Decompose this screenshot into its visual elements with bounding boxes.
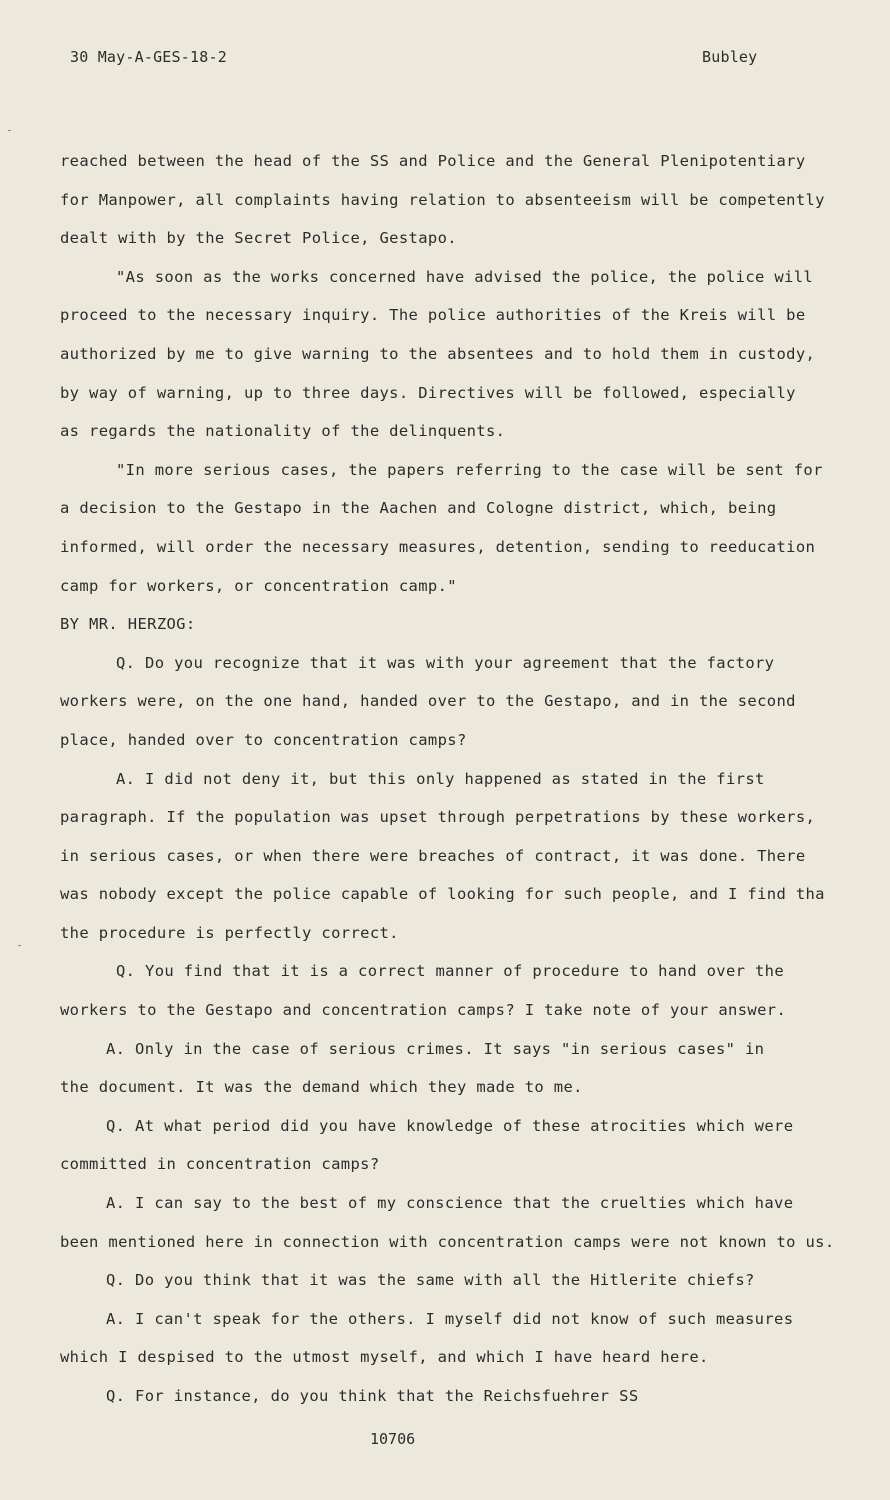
answer-line: A. I did not deny it, but this only happened as stated in the first (116, 769, 765, 788)
question-line: Q. At what period did you have knowledge of these atrocities which were (106, 1116, 794, 1135)
text-line: dealt with by the Secret Police, Gestapo. (60, 229, 457, 248)
text-line: workers were, on the one hand, handed over to the Gestapo, and in the second (60, 692, 796, 711)
text-line: "In more serious cases, the papers referring to the case will be sent for (116, 460, 823, 479)
question-line: Q. Do you think that it was the same with all the Hitlerite chiefs? (106, 1271, 755, 1290)
text-line: camp for workers, or concentration camp." (60, 576, 457, 595)
text-line: a decision to the Gestapo in the Aachen and Cologne district, which, being (60, 499, 777, 518)
text-line: was nobody except the police capable of looking for such people, and I find tha (60, 885, 825, 904)
text-line: place, handed over to concentration camps? (60, 730, 467, 749)
answer-line: A. I can say to the best of my conscience that the cruelties which have (106, 1194, 794, 1213)
text-line: by way of warning, up to three days. Directives will be followed, especially (60, 383, 796, 402)
answer-line: A. I can't speak for the others. I myself did not know of such measures (106, 1309, 794, 1328)
text-line: for Manpower, all complaints having relation to absenteeism will be competently (60, 190, 825, 209)
text-line: proceed to the necessary inquiry. The police authorities of the Kreis will be (60, 306, 806, 325)
text-line: paragraph. If the population was upset through perpetrations by these workers, (60, 808, 816, 827)
text-line: as regards the nationality of the delinquents. (60, 422, 506, 441)
text-line: in serious cases, or when there were breaches of contract, it was done. There (60, 846, 806, 865)
text-line: "As soon as the works concerned have advised the police, the police will (116, 267, 814, 286)
text-line: authorized by me to give warning to the absentees and to hold them in custody, (60, 344, 816, 363)
witness-name: Bubley (702, 48, 758, 66)
text-line: the procedure is perfectly correct. (60, 923, 399, 942)
margin-mark (18, 945, 21, 946)
text-line: informed, will order the necessary measures, detention, sending to reeducation (60, 537, 816, 556)
text-line: which I despised to the utmost myself, and which I have heard here. (60, 1348, 709, 1367)
question-line: Q. For instance, do you think that the Reichsfuehrer SS (106, 1387, 639, 1405)
text-line: been mentioned here in connection with concentration camps were not known to us. (60, 1232, 835, 1251)
margin-mark (8, 130, 11, 131)
transcript-body (60, 142, 835, 1416)
text-line: reached between the head of the SS and Police and the General Plenipotentiary (60, 152, 806, 170)
text-line: committed in concentration camps? (60, 1155, 380, 1174)
document-reference: 30 May-A-GES-18-2 (70, 48, 227, 66)
text-line: workers to the Gestapo and concentration camps? I take note of your answer. (60, 1001, 787, 1020)
text-line: the document. It was the demand which they made to me. (60, 1078, 583, 1097)
question-line: Q. You find that it is a correct manner of procedure to hand over the (116, 962, 785, 981)
answer-line: A. Only in the case of serious crimes. It says "in serious cases" in (106, 1039, 765, 1058)
examiner-heading: BY MR. HERZOG: (60, 615, 196, 634)
page-number: 10706 (370, 1430, 416, 1448)
question-line: Q. Do you recognize that it was with your agreement that the factory (116, 653, 775, 672)
